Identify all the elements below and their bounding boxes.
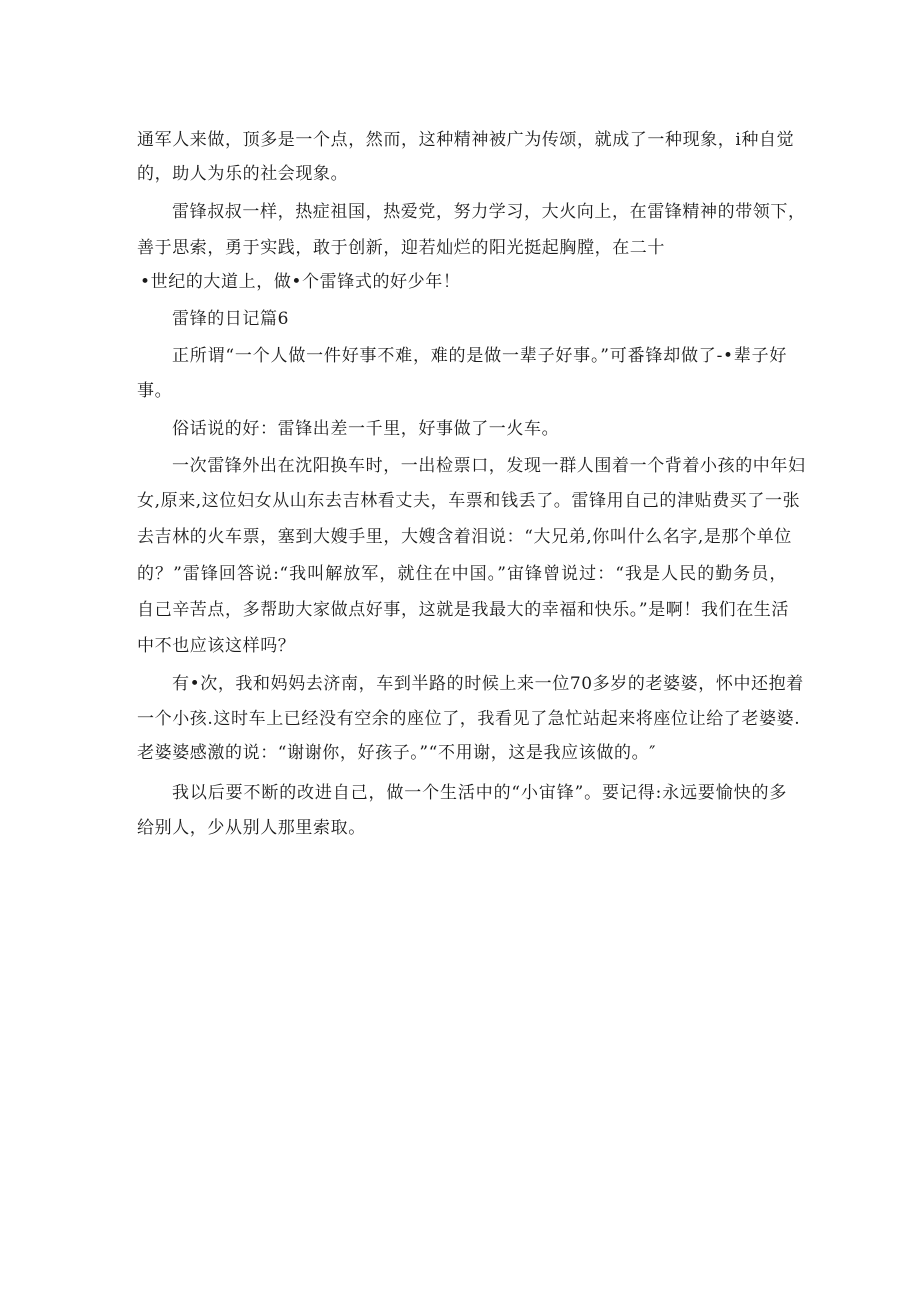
text-line-11: 女,原来,这位妇女从山东去吉林看丈夫，车票和钱丢了。雷锋用自己的津贴费买了一张 — [137, 491, 801, 511]
text-line-16: 有•次，我和妈妈去济南，车到半路的时候上来一位70多岁的老婆婆，怀中还抱着 — [172, 674, 804, 694]
text-line-20: 给别人，少从别人那里索取。 — [137, 818, 366, 838]
text-line-15: 中不也应该这样吗？ — [137, 636, 296, 656]
text-line-13: 的？”雷锋回答说:“我叫解放军，就住在中国。”宙锋曾说过：“我是人民的勤务员， — [137, 564, 787, 584]
text-line-7: 正所谓“一个人做一件好事不难，难的是做一辈子好事。”可番锋却做了-•辈子好 — [172, 346, 787, 366]
text-line-12: 去吉林的火车票，塞到大嫂手里，大嫂含着泪说：“大兄弟,你叫什么名字,是那个单位 — [137, 527, 792, 547]
text-line-18: 老婆婆感激的说：“谢谢你，好孩子。”“不用谢，这是我应该做的。″ — [137, 743, 657, 763]
text-line-10: 一次雷锋外出在沈阳换车时，一出检票口，发现一群人围着一个背着小孩的中年妇 — [172, 456, 806, 476]
text-line-9: 俗话说的好：雷锋出差一千里，好事做了一火车。 — [172, 419, 560, 439]
text-line-1: 通军人来做，顶多是一个点，然而，这种精神被广为传颂，就成了一种现象，i种自觉 — [137, 130, 795, 150]
text-line-5: •世纪的大道上，做•个雷锋式的好少年！ — [140, 272, 461, 292]
text-line-8: 事。 — [137, 381, 173, 401]
section-heading: 雷锋的日记篇6 — [172, 309, 290, 329]
text-line-17: 一个小孩.这时车上已经没有空余的座位了，我看见了急忙站起来将座位让给了老婆婆. — [137, 709, 801, 729]
text-line-19: 我以后要不断的改进自己，做一个生活中的“小宙锋”。要记得:永远要愉快的多 — [172, 783, 787, 803]
text-line-3: 雷锋叔叔一样，热症祖国，热爱党，努力学习，大火向上，在雷锋精神的带领下， — [172, 202, 806, 222]
text-line-14: 自己辛苦点，多帮助大家做点好事，这就是我最大的幸福和快乐。”是啊！我们在生活 — [137, 600, 789, 620]
text-line-4: 善于思索，勇于实践，敢于创新，迎若灿烂的阳光挺起胸膛，在二十 — [137, 238, 665, 258]
text-line-2: 的，助人为乐的社会现象。 — [137, 164, 349, 184]
